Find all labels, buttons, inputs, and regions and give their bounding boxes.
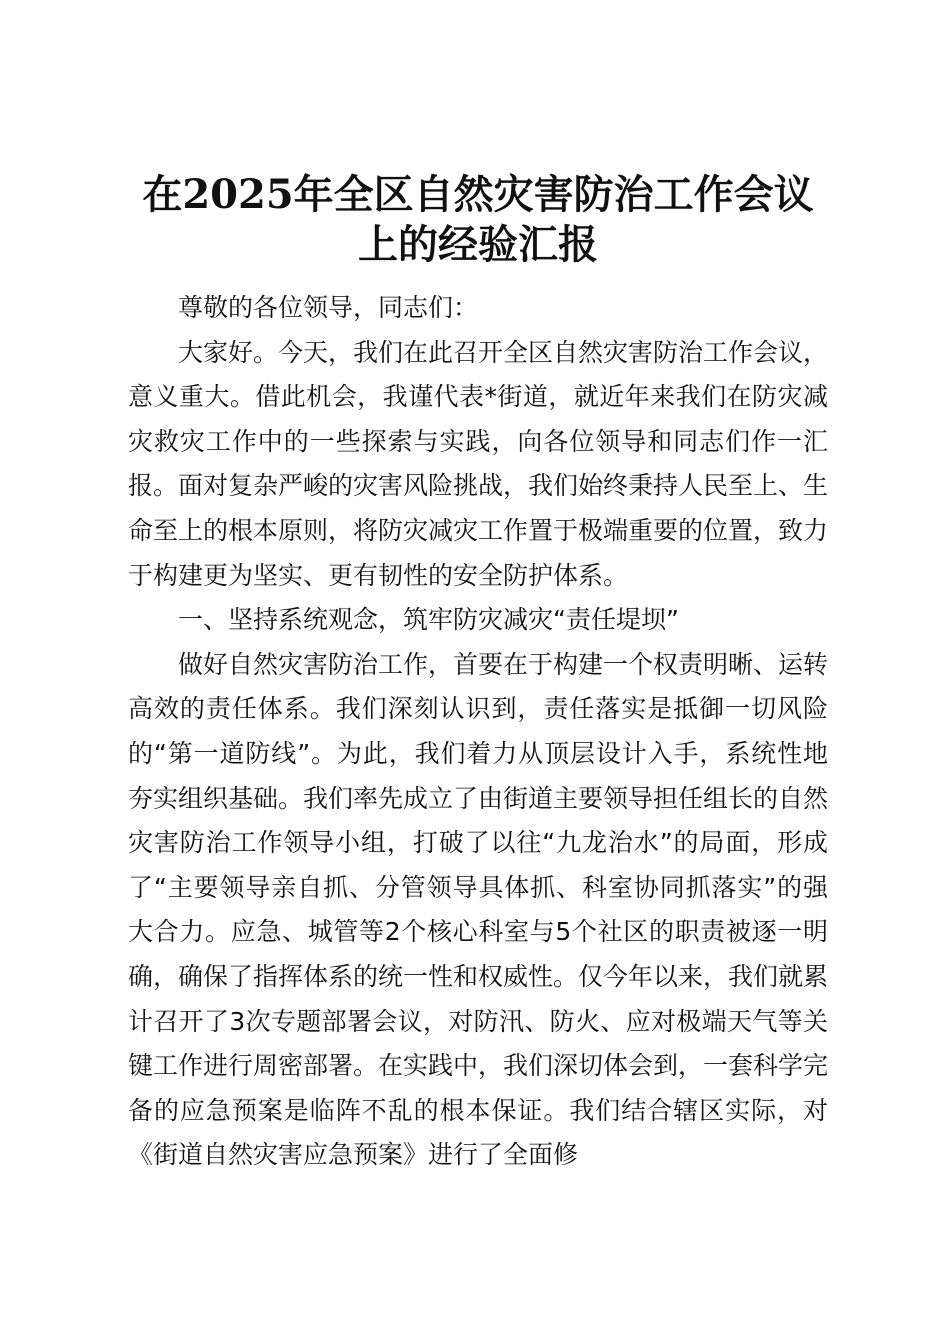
paragraph-section-1: 做好自然灾害防治工作，首要在于构建一个权责明晰、运转高效的责任体系。我们深刻认识到，责任落实是抵御一切风险的“第一道防线”。为此，我们着力从顶层设计入手，系统性地夯实组织基础。我们率先成立了由街道主要领导担任组长的自然灾害防治工作领导小组，打破了以往“九龙治水”的局面，形成了“主要领导亲自抓、分管领导具体抓、科室协同抓落实”的强大合力。应急、城管等2个核心科室与5个社区的职责被逐一明确，确保了指挥体系的统一性和权威性。仅今年以来，我们就累计召开了3次专题部署会议，对防汛、防火、应对极端天气等关键工作进行周密部署。在实践中，我们深切体会到，一套科学完备的应急预案是临阵不乱的根本保证。我们结合辖区实际，对《街道自然灾害应急预案》进行了全面修 [128, 649, 829, 1170]
greeting: 尊敬的各位领导，同志们： [178, 293, 479, 322]
document-page [128, 170, 828, 1178]
paragraph-opening: 大家好。今天，我们在此召开全区自然灾害防治工作会议，意义重大。借此机会，我谨代表*街道，就近年来我们在防灾减灾救灾工作中的一些探索与实践，向各位领导和同志们作一汇报。面对复杂严峻的灾害风险挑战，我们始终秉持人民至上、生命至上的根本原则，将防灾减灾工作置于极端重要的位置，致力于构建更为坚实、更有韧性的安全防护体系。 [128, 337, 829, 590]
document-title [108, 170, 848, 270]
title-line-1: 在2025年全区自然灾害防治工作会议 [142, 171, 814, 218]
title-line-2: 上的经验汇报 [358, 221, 598, 268]
section-heading-1: 一、坚持系统观念，筑牢防灾减灾“责任堤坝” [178, 605, 679, 635]
